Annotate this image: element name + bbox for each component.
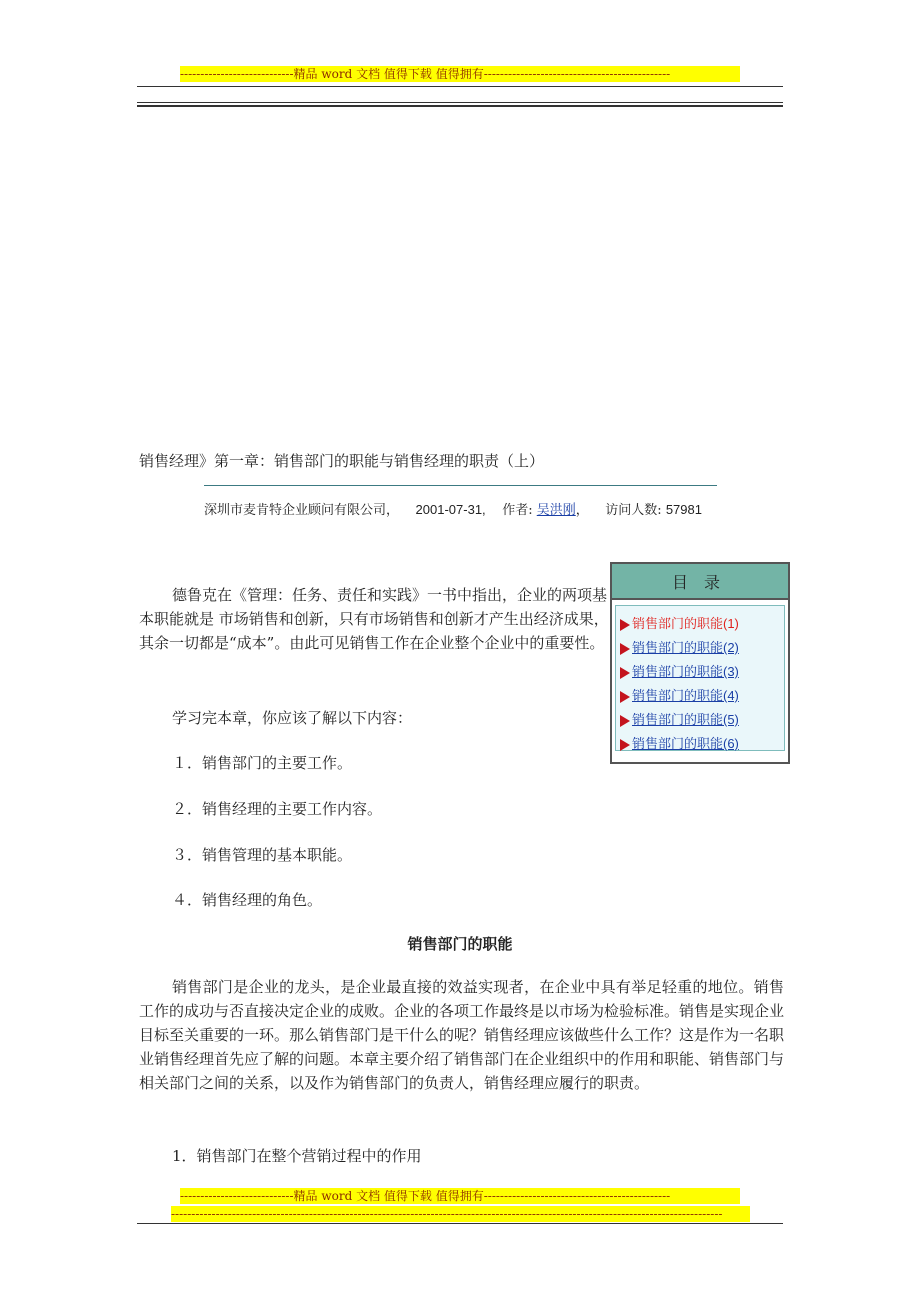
arrow-right-icon bbox=[620, 715, 630, 727]
toc-link[interactable]: 销售部门的职能(1) bbox=[632, 616, 739, 631]
toc-link[interactable]: 销售部门的职能(2) bbox=[632, 640, 739, 655]
header-rule bbox=[137, 86, 783, 87]
list-item: ３．销售管理的基本职能。 bbox=[172, 846, 353, 864]
header-double-rule-2 bbox=[137, 105, 783, 107]
header-double-rule bbox=[137, 102, 783, 103]
source: 深圳市麦肯特企业顾问有限公司， bbox=[204, 503, 400, 518]
article-meta bbox=[204, 499, 702, 518]
article-title: 销售经理》第一章：销售部门的职能与销售经理的职责（上） bbox=[139, 452, 545, 470]
bottom-banner: ----------------------------精品 word 文档 值得下载 值得拥有---------------------------------------------- bbox=[180, 1188, 740, 1204]
toc-list bbox=[615, 605, 785, 751]
toc-link[interactable]: 销售部门的职能(4) bbox=[632, 688, 739, 703]
toc-item[interactable] bbox=[616, 660, 784, 684]
section-paragraph: 销售部门是企业的龙头，是企业最直接的效益实现者，在企业中具有举足轻重的地位。销售工作的成功与否直接决定企业的成败。企业的各项工作最终是以市场为检验标准。销售是实现企业目标至关重要的一环。那么销售部门是干什么的呢？销售经理应该做些什么工作？这是作为一名职业销售经理首先应了解的问题。本章主要介绍了销售部门在企业组织中的作用和职能、销售部门与相关部门之间的关系，以及作为销售部门的负责人，销售经理应履行的职责。 bbox=[139, 978, 785, 1092]
arrow-right-icon bbox=[620, 643, 630, 655]
toc-item[interactable] bbox=[616, 636, 784, 660]
section-subheading: 1．销售部门在整个营销过程中的作用 bbox=[172, 1147, 422, 1165]
visits-count: 57981 bbox=[665, 502, 702, 517]
top-banner: ----------------------------精品 word 文档 值得下载 值得拥有---------------------------------------------- bbox=[180, 66, 740, 82]
list-item: ２．销售经理的主要工作内容。 bbox=[172, 800, 383, 818]
comma: ， bbox=[575, 503, 589, 518]
visits-label: 访问人数: bbox=[605, 503, 662, 518]
list-item: １．销售部门的主要工作。 bbox=[172, 754, 353, 772]
arrow-right-icon bbox=[620, 691, 630, 703]
toc-item[interactable] bbox=[616, 708, 784, 732]
toc-heading: 目录 bbox=[612, 564, 788, 600]
intro-paragraph: 德鲁克在《管理：任务、责任和实践》一书中指出，企业的两项基本职能就是 市场销售和创新，只有市场销售和创新才产生出经济成果，其余一切都是“成本”。由此可见销售工作在企业整个企业中的重要性。 bbox=[139, 586, 609, 652]
date: 2001-07-31, bbox=[415, 502, 486, 517]
toc-item[interactable] bbox=[616, 684, 784, 708]
intro-lead: 学习完本章，你应该了解以下内容： bbox=[172, 709, 413, 727]
title-rule bbox=[204, 485, 717, 486]
toc-link[interactable]: 销售部门的职能(5) bbox=[632, 712, 739, 727]
arrow-right-icon bbox=[620, 667, 630, 679]
toc-item[interactable] bbox=[616, 612, 784, 636]
footer-rule bbox=[137, 1223, 783, 1224]
section-title: 销售部门的职能 bbox=[407, 936, 513, 953]
toc-box bbox=[610, 562, 790, 764]
toc-item[interactable] bbox=[616, 732, 784, 756]
arrow-right-icon bbox=[620, 619, 630, 631]
toc-link[interactable]: 销售部门的职能(6) bbox=[632, 736, 739, 751]
bottom-dash-banner: ---------------------------------------------------------------------------------------------------------------------------------------- bbox=[171, 1206, 750, 1222]
arrow-right-icon bbox=[620, 739, 630, 751]
toc-link[interactable]: 销售部门的职能(3) bbox=[632, 664, 739, 679]
author-label: 作者: bbox=[502, 503, 533, 518]
list-item: ４．销售经理的角色。 bbox=[172, 891, 323, 909]
author-link[interactable]: 吴洪刚 bbox=[536, 503, 576, 518]
